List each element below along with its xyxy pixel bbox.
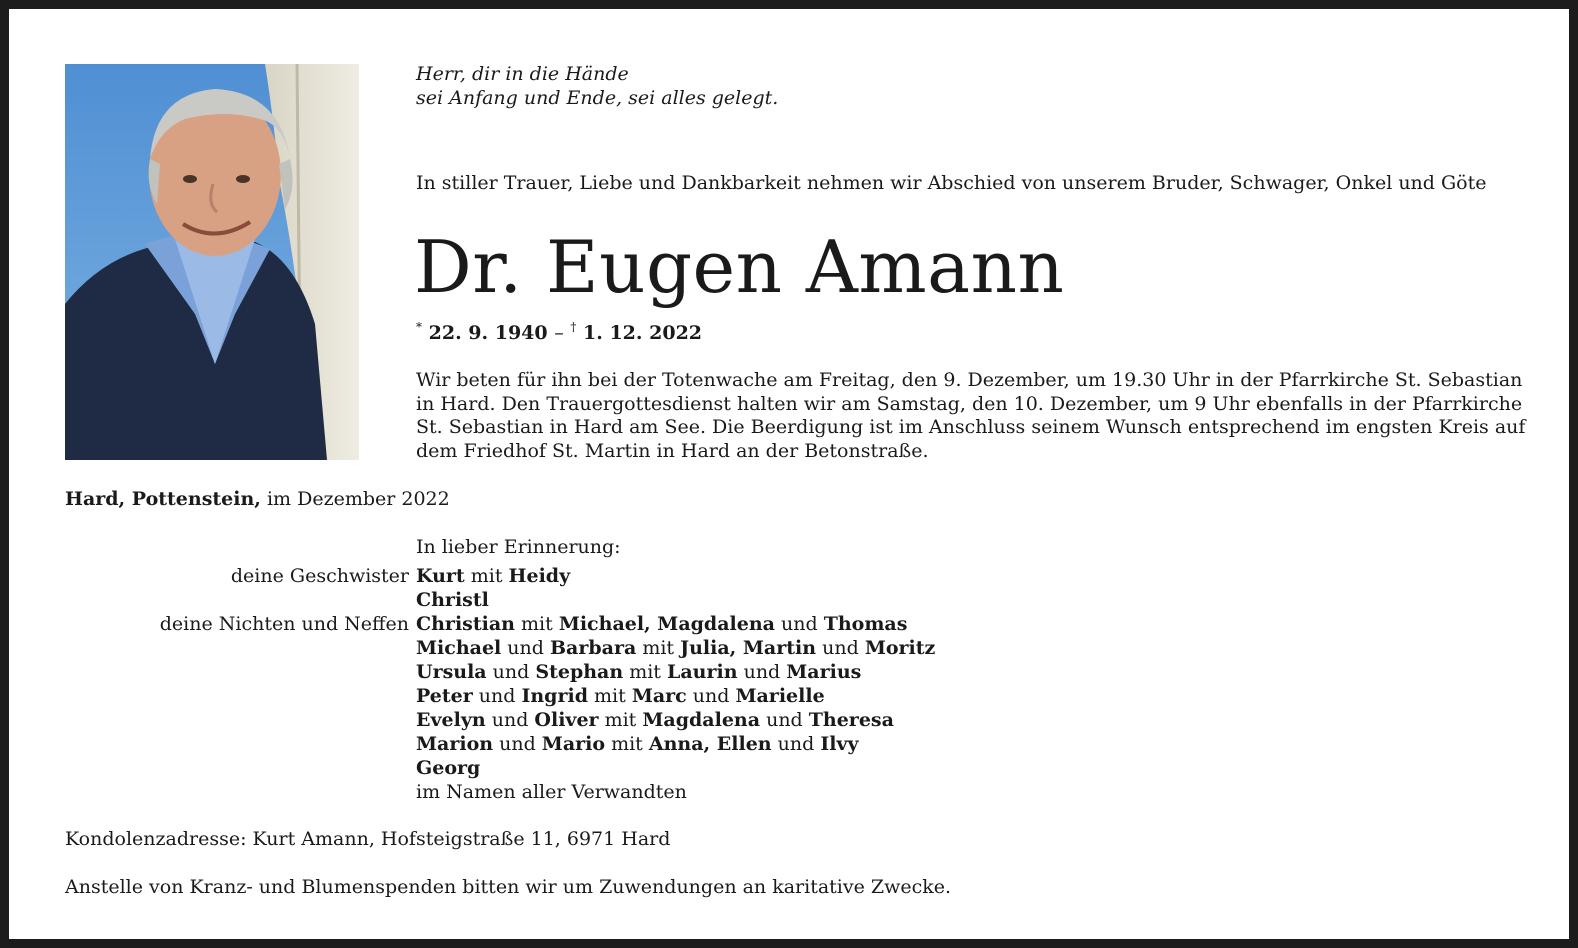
mourner-names	[416, 757, 480, 779]
mourner-name: Marc	[631, 685, 687, 707]
service-info-line-3: St. Sebastian in Hard am See. Die Beerdigung ist im Anschluss seinem Wunsch entsprechend im engsten Kreis auf	[416, 416, 1526, 439]
mourner-name: Peter	[416, 685, 473, 707]
connector-word: und	[777, 733, 815, 755]
mourner-row	[0, 661, 1000, 685]
life-dates	[416, 320, 702, 344]
mourner-row	[0, 781, 1000, 805]
death-symbol: †	[570, 320, 577, 334]
connector-word: und	[478, 685, 516, 707]
mourner-name: Christian	[416, 613, 515, 635]
mourners-closing: im Namen aller Verwandten	[416, 781, 687, 803]
mourner-name: Ingrid	[521, 685, 588, 707]
connector-word: und	[692, 685, 730, 707]
connector-word: mit	[604, 709, 637, 731]
mourner-row	[0, 685, 1000, 709]
mourner-name: Michael	[416, 637, 502, 659]
connector-word: mit	[521, 613, 553, 635]
mourner-name: Thomas	[823, 613, 908, 635]
mourner-names	[416, 565, 570, 587]
service-info-line-4: dem Friedhof St. Martin in Hard an der Betonstraße.	[416, 439, 929, 462]
mourner-name: Heidy	[508, 565, 571, 587]
verse	[416, 62, 778, 110]
place-date	[65, 488, 450, 510]
mourner-name: Marion	[416, 733, 494, 755]
donation-note: Anstelle von Kranz- und Blumenspenden bitten wir um Zuwendungen an karitative Zwecke.	[65, 876, 952, 898]
mourner-name: Barbara	[549, 637, 637, 659]
mourner-row	[0, 733, 1000, 757]
place-names: Hard, Pottenstein,	[65, 488, 261, 510]
mourner-name: Mario	[541, 733, 606, 755]
mourner-row	[0, 613, 1000, 637]
portrait-photo	[65, 64, 359, 460]
place-month: im Dezember 2022	[266, 488, 450, 510]
service-info-line-1: Wir beten für ihn bei der Totenwache am Freitag, den 9. Dezember, um 19.30 Uhr in der Pfarrkirche St. Sebastian	[416, 369, 1523, 391]
mourner-name: Theresa	[808, 709, 894, 731]
connector-word: mit	[611, 733, 643, 755]
mourner-names	[416, 637, 935, 659]
mourner-name: Michael, Magdalena	[558, 613, 775, 635]
mourner-name: Evelyn	[416, 709, 486, 731]
mourner-name: Oliver	[534, 709, 599, 731]
mourner-name: Kurt	[416, 565, 465, 587]
mourner-row	[0, 709, 1000, 733]
connector-word: und	[507, 637, 544, 659]
service-info	[416, 369, 1526, 463]
connector-word: und	[766, 709, 803, 731]
connector-word: mit	[629, 661, 661, 683]
verse-line-1: Herr, dir in die Hände	[416, 63, 629, 85]
connector-word: mit	[594, 685, 626, 707]
mourner-names	[416, 709, 894, 731]
birth-date: 22. 9. 1940	[428, 322, 548, 344]
mourner-name: Marius	[786, 661, 862, 683]
remembrance-intro: In lieber Erinnerung:	[416, 536, 621, 558]
service-info-line-2: in Hard. Den Trauergottesdienst halten wir am Samstag, den 10. Dezember, um 9 Uhr ebenfalls in der Pfarrkirche	[416, 392, 1523, 415]
portrait-icon	[65, 64, 359, 460]
mourner-names	[416, 733, 859, 755]
mourner-name: Ursula	[416, 661, 487, 683]
verse-line-2: sei Anfang und Ende, sei alles gelegt.	[416, 87, 779, 109]
mourner-row	[0, 589, 1000, 613]
birth-symbol: *	[416, 320, 422, 334]
mourner-row	[0, 757, 1000, 781]
mourner-name: Christl	[416, 589, 489, 611]
mourner-name: Anna, Ellen	[648, 733, 772, 755]
intro-text: In stiller Trauer, Liebe und Dankbarkeit nehmen wir Abschied von unserem Bruder, Schwager, Onkel und Göte	[416, 172, 1487, 194]
deceased-name: Dr. Eugen Amann	[414, 225, 1065, 309]
connector-word: und	[499, 733, 536, 755]
connector-word: und	[492, 661, 530, 683]
connector-word: mit	[642, 637, 675, 659]
connector-word: mit	[470, 565, 503, 587]
mourner-name: Ilvy	[820, 733, 859, 755]
condolence-address: Kondolenzadresse: Kurt Amann, Hofsteigstraße 11, 6971 Hard	[65, 828, 671, 850]
connector-word: und	[743, 661, 781, 683]
connector-word: und	[781, 613, 818, 635]
mourner-name: Julia, Martin	[680, 637, 817, 659]
mourner-names	[416, 685, 825, 707]
mourner-names	[416, 613, 907, 635]
mourner-name: Marielle	[735, 685, 825, 707]
mourner-names	[416, 661, 861, 683]
mourners-list	[0, 565, 1000, 805]
nieces-label: deine Nichten und Neffen	[159, 613, 409, 635]
siblings-label: deine Geschwister	[230, 565, 409, 587]
death-date: 1. 12. 2022	[583, 322, 703, 344]
connector-word: und	[822, 637, 859, 659]
mourner-row	[0, 637, 1000, 661]
mourner-row	[0, 565, 1000, 589]
mourner-name: Laurin	[667, 661, 738, 683]
mourner-name: Moritz	[864, 637, 936, 659]
connector-word: und	[491, 709, 529, 731]
mourner-names	[416, 589, 489, 611]
mourner-name: Stephan	[535, 661, 624, 683]
date-separator: –	[554, 322, 564, 344]
mourner-name: Georg	[416, 757, 481, 779]
mourner-name: Magdalena	[642, 709, 761, 731]
